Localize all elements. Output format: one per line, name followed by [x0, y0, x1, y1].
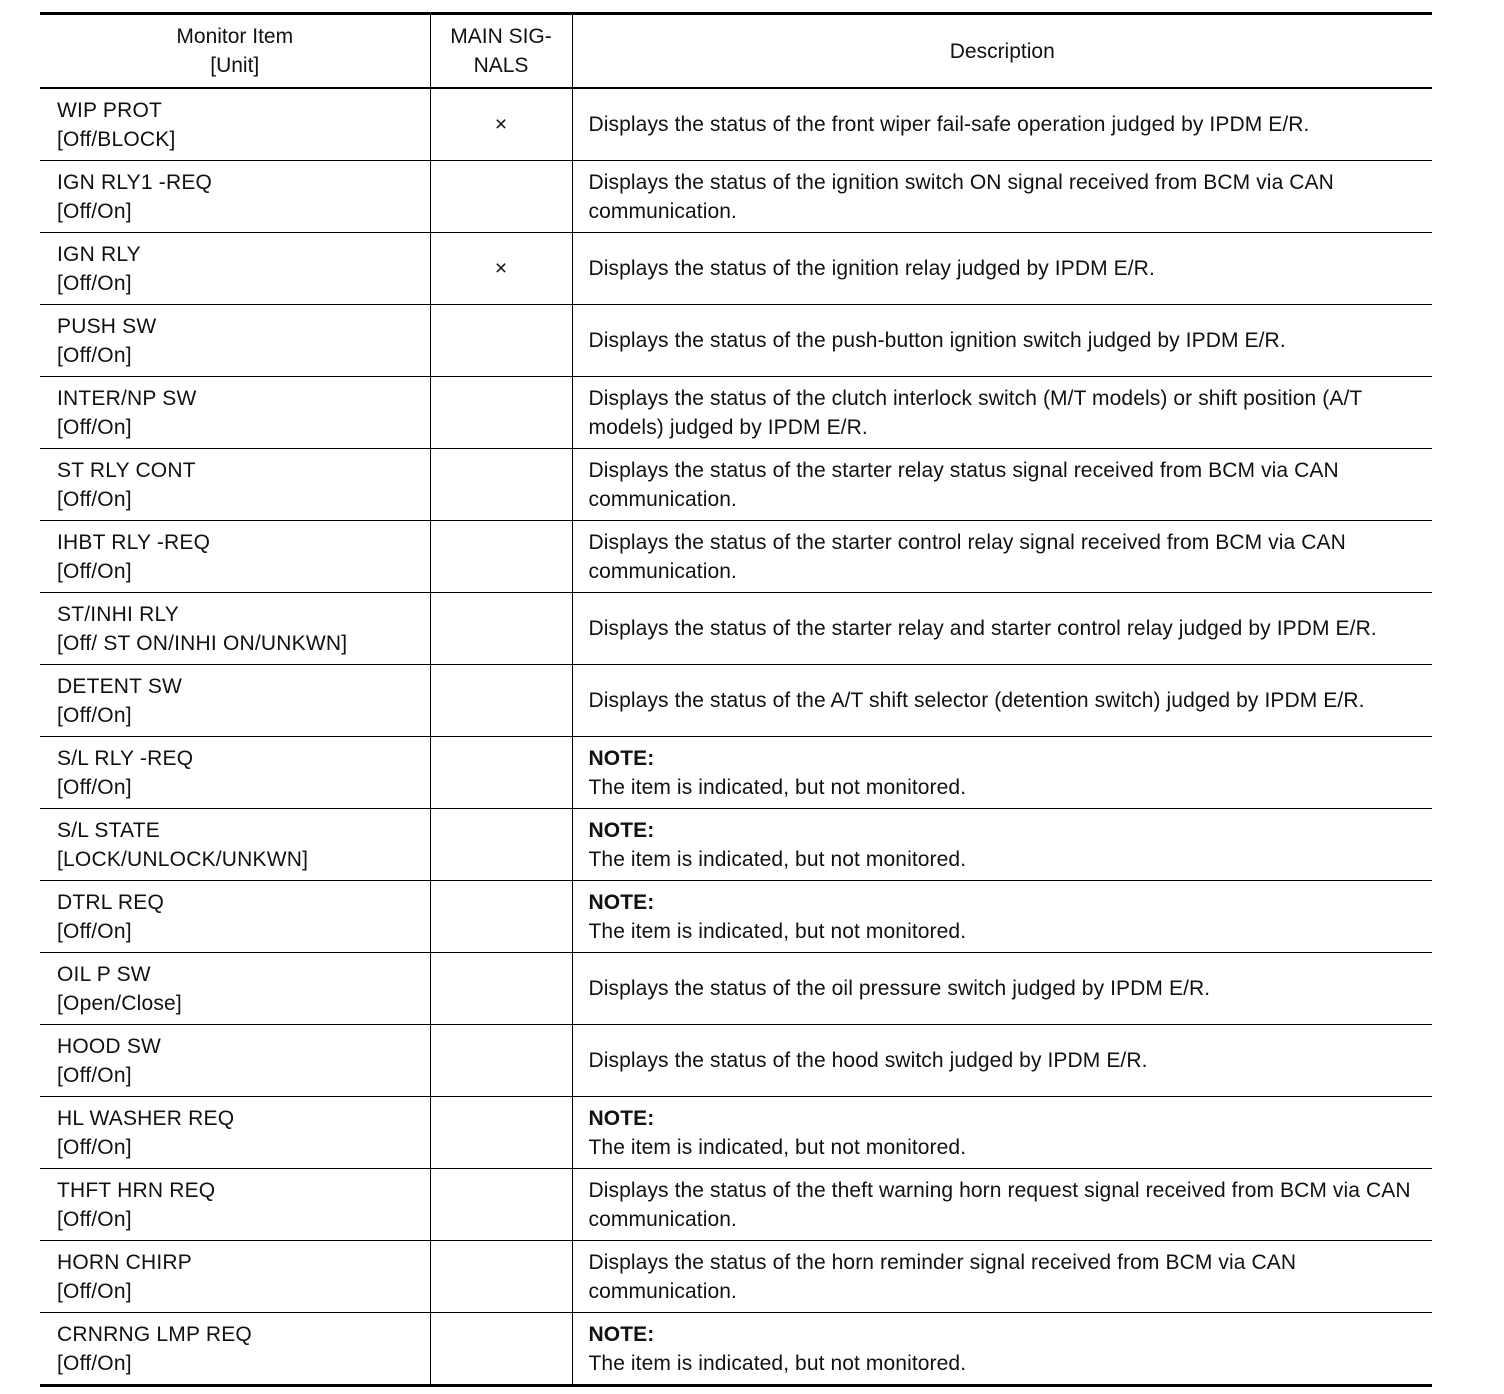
description-cell	[572, 737, 1432, 809]
description-cell: Displays the status of the ignition switch ON signal received from BCM via CAN communication.	[572, 161, 1432, 233]
header-main-signals	[430, 14, 572, 89]
monitor-item-name: INTER/NP SW	[57, 386, 197, 410]
monitor-item-name: IGN RLY1 -REQ	[57, 170, 213, 194]
monitor-item-name: IHBT RLY -REQ	[57, 530, 211, 554]
monitor-item-cell	[40, 305, 430, 377]
table-row	[40, 305, 1432, 377]
monitor-item-cell	[40, 521, 430, 593]
monitor-item-unit: [Off/On]	[57, 775, 132, 799]
monitor-item-cell	[40, 161, 430, 233]
description-cell	[572, 1313, 1432, 1386]
note-label: NOTE:	[588, 1106, 655, 1130]
monitor-item-unit: [Off/On]	[57, 559, 132, 583]
table-row	[40, 377, 1432, 449]
header-main-signals-line2: NALS	[473, 54, 529, 77]
monitor-item-name: S/L STATE	[57, 818, 160, 842]
main-signal-mark	[430, 665, 572, 737]
description-cell	[572, 881, 1432, 953]
table-row	[40, 737, 1432, 809]
description-cell: Displays the status of the front wiper fail-safe operation judged by IPDM E/R.	[572, 88, 1432, 161]
monitor-item-cell	[40, 881, 430, 953]
monitor-item-name: HORN CHIRP	[57, 1250, 193, 1274]
monitor-item-cell	[40, 233, 430, 305]
monitor-item-unit: [LOCK/UNLOCK/UNKWN]	[57, 847, 309, 871]
table-header-row	[40, 14, 1432, 89]
note-text: The item is indicated, but not monitored.	[588, 847, 967, 871]
monitor-item-name: CRNRNG LMP REQ	[57, 1322, 252, 1346]
main-signal-mark	[430, 161, 572, 233]
monitor-item-cell	[40, 953, 430, 1025]
note-text: The item is indicated, but not monitored.	[588, 1135, 967, 1159]
description-cell: Displays the status of the ignition relay judged by IPDM E/R.	[572, 233, 1432, 305]
description-cell	[572, 1097, 1432, 1169]
table-row	[40, 161, 1432, 233]
monitor-item-unit: [Off/On]	[57, 1351, 132, 1375]
main-signal-mark	[430, 521, 572, 593]
main-signal-mark	[430, 1241, 572, 1313]
monitor-item-cell	[40, 1241, 430, 1313]
monitor-item-name: DETENT SW	[57, 674, 183, 698]
table-row	[40, 1025, 1432, 1097]
description-cell: Displays the status of the hood switch judged by IPDM E/R.	[572, 1025, 1432, 1097]
table-row	[40, 881, 1432, 953]
description-cell: Displays the status of the clutch interlock switch (M/T models) or shift position (A/T models) judged by IPDM E/R.	[572, 377, 1432, 449]
monitor-item-cell	[40, 593, 430, 665]
monitor-item-name: S/L RLY -REQ	[57, 746, 194, 770]
description-cell: Displays the status of the horn reminder signal received from BCM via CAN communication.	[572, 1241, 1432, 1313]
monitor-item-unit: [Off/On]	[57, 487, 132, 511]
monitor-item-unit: [Off/On]	[57, 1135, 132, 1159]
note-label: NOTE:	[588, 890, 655, 914]
monitor-item-name: WIP PROT	[57, 98, 163, 122]
main-signal-mark	[430, 1313, 572, 1386]
table-row	[40, 953, 1432, 1025]
note-label: NOTE:	[588, 818, 655, 842]
table-row	[40, 88, 1432, 161]
note-label: NOTE:	[588, 1322, 655, 1346]
table-row	[40, 1097, 1432, 1169]
monitor-item-unit: [Off/On]	[57, 199, 132, 223]
monitor-item-name: ST RLY CONT	[57, 458, 196, 482]
main-signal-mark	[430, 737, 572, 809]
header-main-signals-line1: MAIN SIG-	[450, 25, 552, 48]
main-signal-mark	[430, 449, 572, 521]
monitor-item-cell	[40, 1097, 430, 1169]
monitor-item-cell	[40, 737, 430, 809]
main-signal-mark: ×	[430, 233, 572, 305]
monitor-item-name: DTRL REQ	[57, 890, 164, 914]
table-row	[40, 1313, 1432, 1386]
description-cell: Displays the status of the starter relay status signal received from BCM via CAN communication.	[572, 449, 1432, 521]
main-signal-mark	[430, 1169, 572, 1241]
monitor-item-name: HL WASHER REQ	[57, 1106, 235, 1130]
main-signal-mark	[430, 1025, 572, 1097]
header-description: Description	[572, 14, 1432, 89]
table-row	[40, 233, 1432, 305]
monitor-item-name: ST/INHI RLY	[57, 602, 179, 626]
monitor-item-unit: [Off/On]	[57, 1207, 132, 1231]
description-cell: Displays the status of the push-button ignition switch judged by IPDM E/R.	[572, 305, 1432, 377]
monitor-item-unit: [Off/BLOCK]	[57, 127, 176, 151]
monitor-item-table	[40, 12, 1432, 1387]
monitor-item-unit: [Off/ ST ON/INHI ON/UNKWN]	[57, 631, 348, 655]
description-cell: Displays the status of the starter relay and starter control relay judged by IPDM E/R.	[572, 593, 1432, 665]
note-label: NOTE:	[588, 746, 655, 770]
monitor-item-cell	[40, 665, 430, 737]
monitor-item-cell	[40, 449, 430, 521]
main-signal-mark	[430, 305, 572, 377]
monitor-item-cell	[40, 809, 430, 881]
monitor-item-unit: [Off/On]	[57, 1063, 132, 1087]
main-signal-mark	[430, 593, 572, 665]
monitor-item-unit: [Off/On]	[57, 1279, 132, 1303]
monitor-item-cell	[40, 1169, 430, 1241]
monitor-item-unit: [Off/On]	[57, 343, 132, 367]
monitor-item-unit: [Off/On]	[57, 919, 132, 943]
monitor-item-unit: [Off/On]	[57, 271, 132, 295]
description-cell	[572, 809, 1432, 881]
monitor-item-name: OIL P SW	[57, 962, 151, 986]
monitor-item-name: HOOD SW	[57, 1034, 162, 1058]
monitor-item-cell	[40, 377, 430, 449]
monitor-item-name: PUSH SW	[57, 314, 157, 338]
table-row	[40, 593, 1432, 665]
header-unit-label: [Unit]	[210, 54, 260, 77]
note-text: The item is indicated, but not monitored.	[588, 919, 967, 943]
description-cell: Displays the status of the A/T shift selector (detention switch) judged by IPDM E/R.	[572, 665, 1432, 737]
note-text: The item is indicated, but not monitored.	[588, 1351, 967, 1375]
table-row	[40, 665, 1432, 737]
main-signal-mark	[430, 1097, 572, 1169]
header-monitor-item	[40, 14, 430, 89]
description-cell: Displays the status of the theft warning horn request signal received from BCM via CAN communication.	[572, 1169, 1432, 1241]
table-row	[40, 449, 1432, 521]
table-row	[40, 809, 1432, 881]
monitor-item-unit: [Off/On]	[57, 415, 132, 439]
header-monitor-item-label: Monitor Item	[176, 25, 294, 48]
note-text: The item is indicated, but not monitored.	[588, 775, 967, 799]
monitor-item-name: IGN RLY	[57, 242, 141, 266]
monitor-item-cell	[40, 1025, 430, 1097]
table-row	[40, 521, 1432, 593]
main-signal-mark	[430, 953, 572, 1025]
description-cell: Displays the status of the starter control relay signal received from BCM via CAN communication.	[572, 521, 1432, 593]
main-signal-mark	[430, 377, 572, 449]
main-signal-mark: ×	[430, 88, 572, 161]
description-cell: Displays the status of the oil pressure switch judged by IPDM E/R.	[572, 953, 1432, 1025]
main-signal-mark	[430, 881, 572, 953]
monitor-item-cell	[40, 1313, 430, 1386]
monitor-item-unit: [Off/On]	[57, 703, 132, 727]
monitor-item-cell	[40, 88, 430, 161]
table-row	[40, 1169, 1432, 1241]
table-row	[40, 1241, 1432, 1313]
monitor-item-name: THFT HRN REQ	[57, 1178, 216, 1202]
monitor-item-unit: [Open/Close]	[57, 991, 182, 1015]
main-signal-mark	[430, 809, 572, 881]
